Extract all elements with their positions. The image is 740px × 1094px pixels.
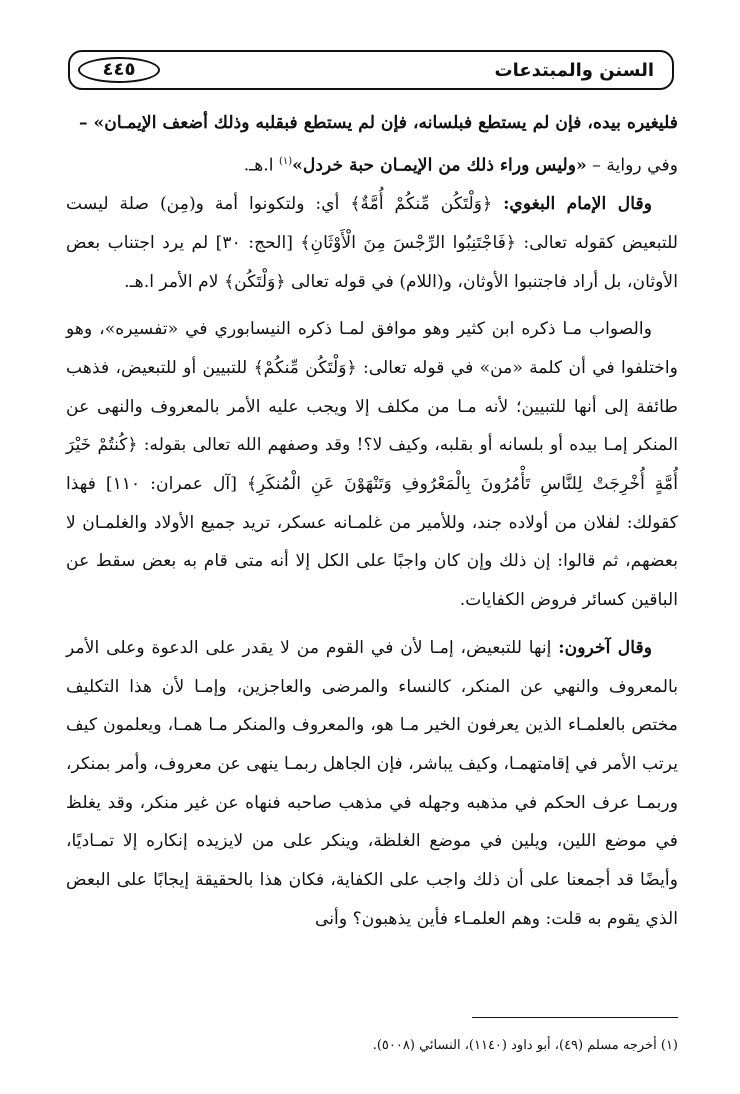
hadith-continuation: فليغيره بيده، فإن لم يستطع فبلسانه، فإن لم يستطع فبقلبه وذلك أضعف الإيمـان» – [78, 113, 678, 133]
narration-end: ا.هـ. [243, 155, 279, 176]
correct-view-text: والصواب مـا ذكره ابن كثير وهو موافق لمـا ذكره النيسابوري في «تفسيره»، وهو واختلفوا في أن كلمة «من» في قوله تعالى: ﴿وَلْتَكُن مِّنكُمْ﴾ للتبيين أو للتبعيض، فذهب طائفة إلى أنها للتبيين؛ لأنه مـا من مكلف إلا ويجب عليه الأمر بالمعروف والنهى عن المنكر إمـا بيده أو بلسانه أو بقلبه، وكيف لا؟! وقد وصفهم الله تعالى بقوله: ﴿كُنتُمْ خَيْرَ أُمَّةٍ أُخْرِجَتْ لِلنَّاسِ تَأْمُرُونَ بِالْمَعْرُوفِ وَتَنْهَوْنَ عَنِ الْمُنكَرِ﴾ [آل عمران: ١١٠] فهذا كقولك: لفلان من أولاده جند، وللأمير من غلمـانه عسكر، تريد جميع الأولاد والغلمـان لا بعضهم، ثم قالوا: إن ذلك وإن كان واجبًا على الكل إلا أنه متى قام به بعض سقط عن الباقين كسائر فروض الكفايات. [66, 319, 679, 611]
page-number: ٤٤٥ [78, 57, 160, 83]
main-text [66, 104, 678, 939]
running-header [68, 50, 674, 90]
header-title: السنن والمبتدعات [494, 60, 654, 81]
narration-quote: «وليس وراء ذلك من الإيمـان حبة خردل» [292, 155, 587, 176]
footnote-ref: (١) [278, 155, 293, 167]
paragraph-5 [66, 629, 678, 939]
others-text: إنها للتبعيض، إمـا لأن في القوم من لا يقدر على الدعوة وعلى الأمر بالمعروف والنهي عن المنكر، كالنساء والمرضى والعاجزين، وإمـا لأن هذا التكليف مختص بالعلمـاء الذين يعرفون الخير مـا هو، والمعروف والمنكر مـا همـا، ويعلمون كيف يرتب الأمر في إقامتهمـا، وكيف يباشر، فإن الجاهل ربمـا ينهى عن معروف، وأمر بمنكر، وربمـا عرف الحكم في مذهبه وجهله في مذهب صاحبه فنهاه عن غير منكر، وقد يغلظ في موضع اللين، ويلين في موضع الغلظة، وينكر على من لايزيده إنكاره إلا تمـاديًا، وأيضًا قد أجمعنا على أن ذلك واجب على الكفاية، فكان هذا بالحقيقة إيجابًا على البعض الذي يقوم به قلت: وهم العلمـاء فأين يذهبون؟ وأنى [66, 637, 678, 929]
footnote: (١) أخرجه مسلم (٤٩)، أبو داود (١١٤٠)، النسائي (٥٠٠٨). [372, 1038, 678, 1053]
paragraph-3 [66, 185, 678, 301]
others-label: وقال آخرون: [558, 637, 653, 658]
paragraph-1 [66, 104, 678, 143]
baghawi-label: وقال الإمام البغوي: [503, 194, 652, 215]
footnote-divider [472, 1017, 678, 1018]
narration-intro: وفي رواية – [586, 155, 678, 176]
baghawi-text: ﴿وَلْتَكُن مِّنكُمْ أُمَّةٌ﴾ أي: ولتكونوا أمة و(مِن) صلة ليست للتبعيض كقوله تعالى: ﴿فَاجْتَنِبُوا الرِّجْسَ مِنَ الْأَوْثَانِ﴾ [الحج: ٣٠] لم يرد اجتناب بعض الأوثان، بل أراد فاجتنبوا الأوثان، و(اللام) في قوله تعالى ﴿وَلْتَكُن﴾ لام الأمر ا.هـ. [66, 194, 679, 292]
paragraph-4 [66, 310, 678, 620]
paragraph-2 [66, 143, 678, 185]
